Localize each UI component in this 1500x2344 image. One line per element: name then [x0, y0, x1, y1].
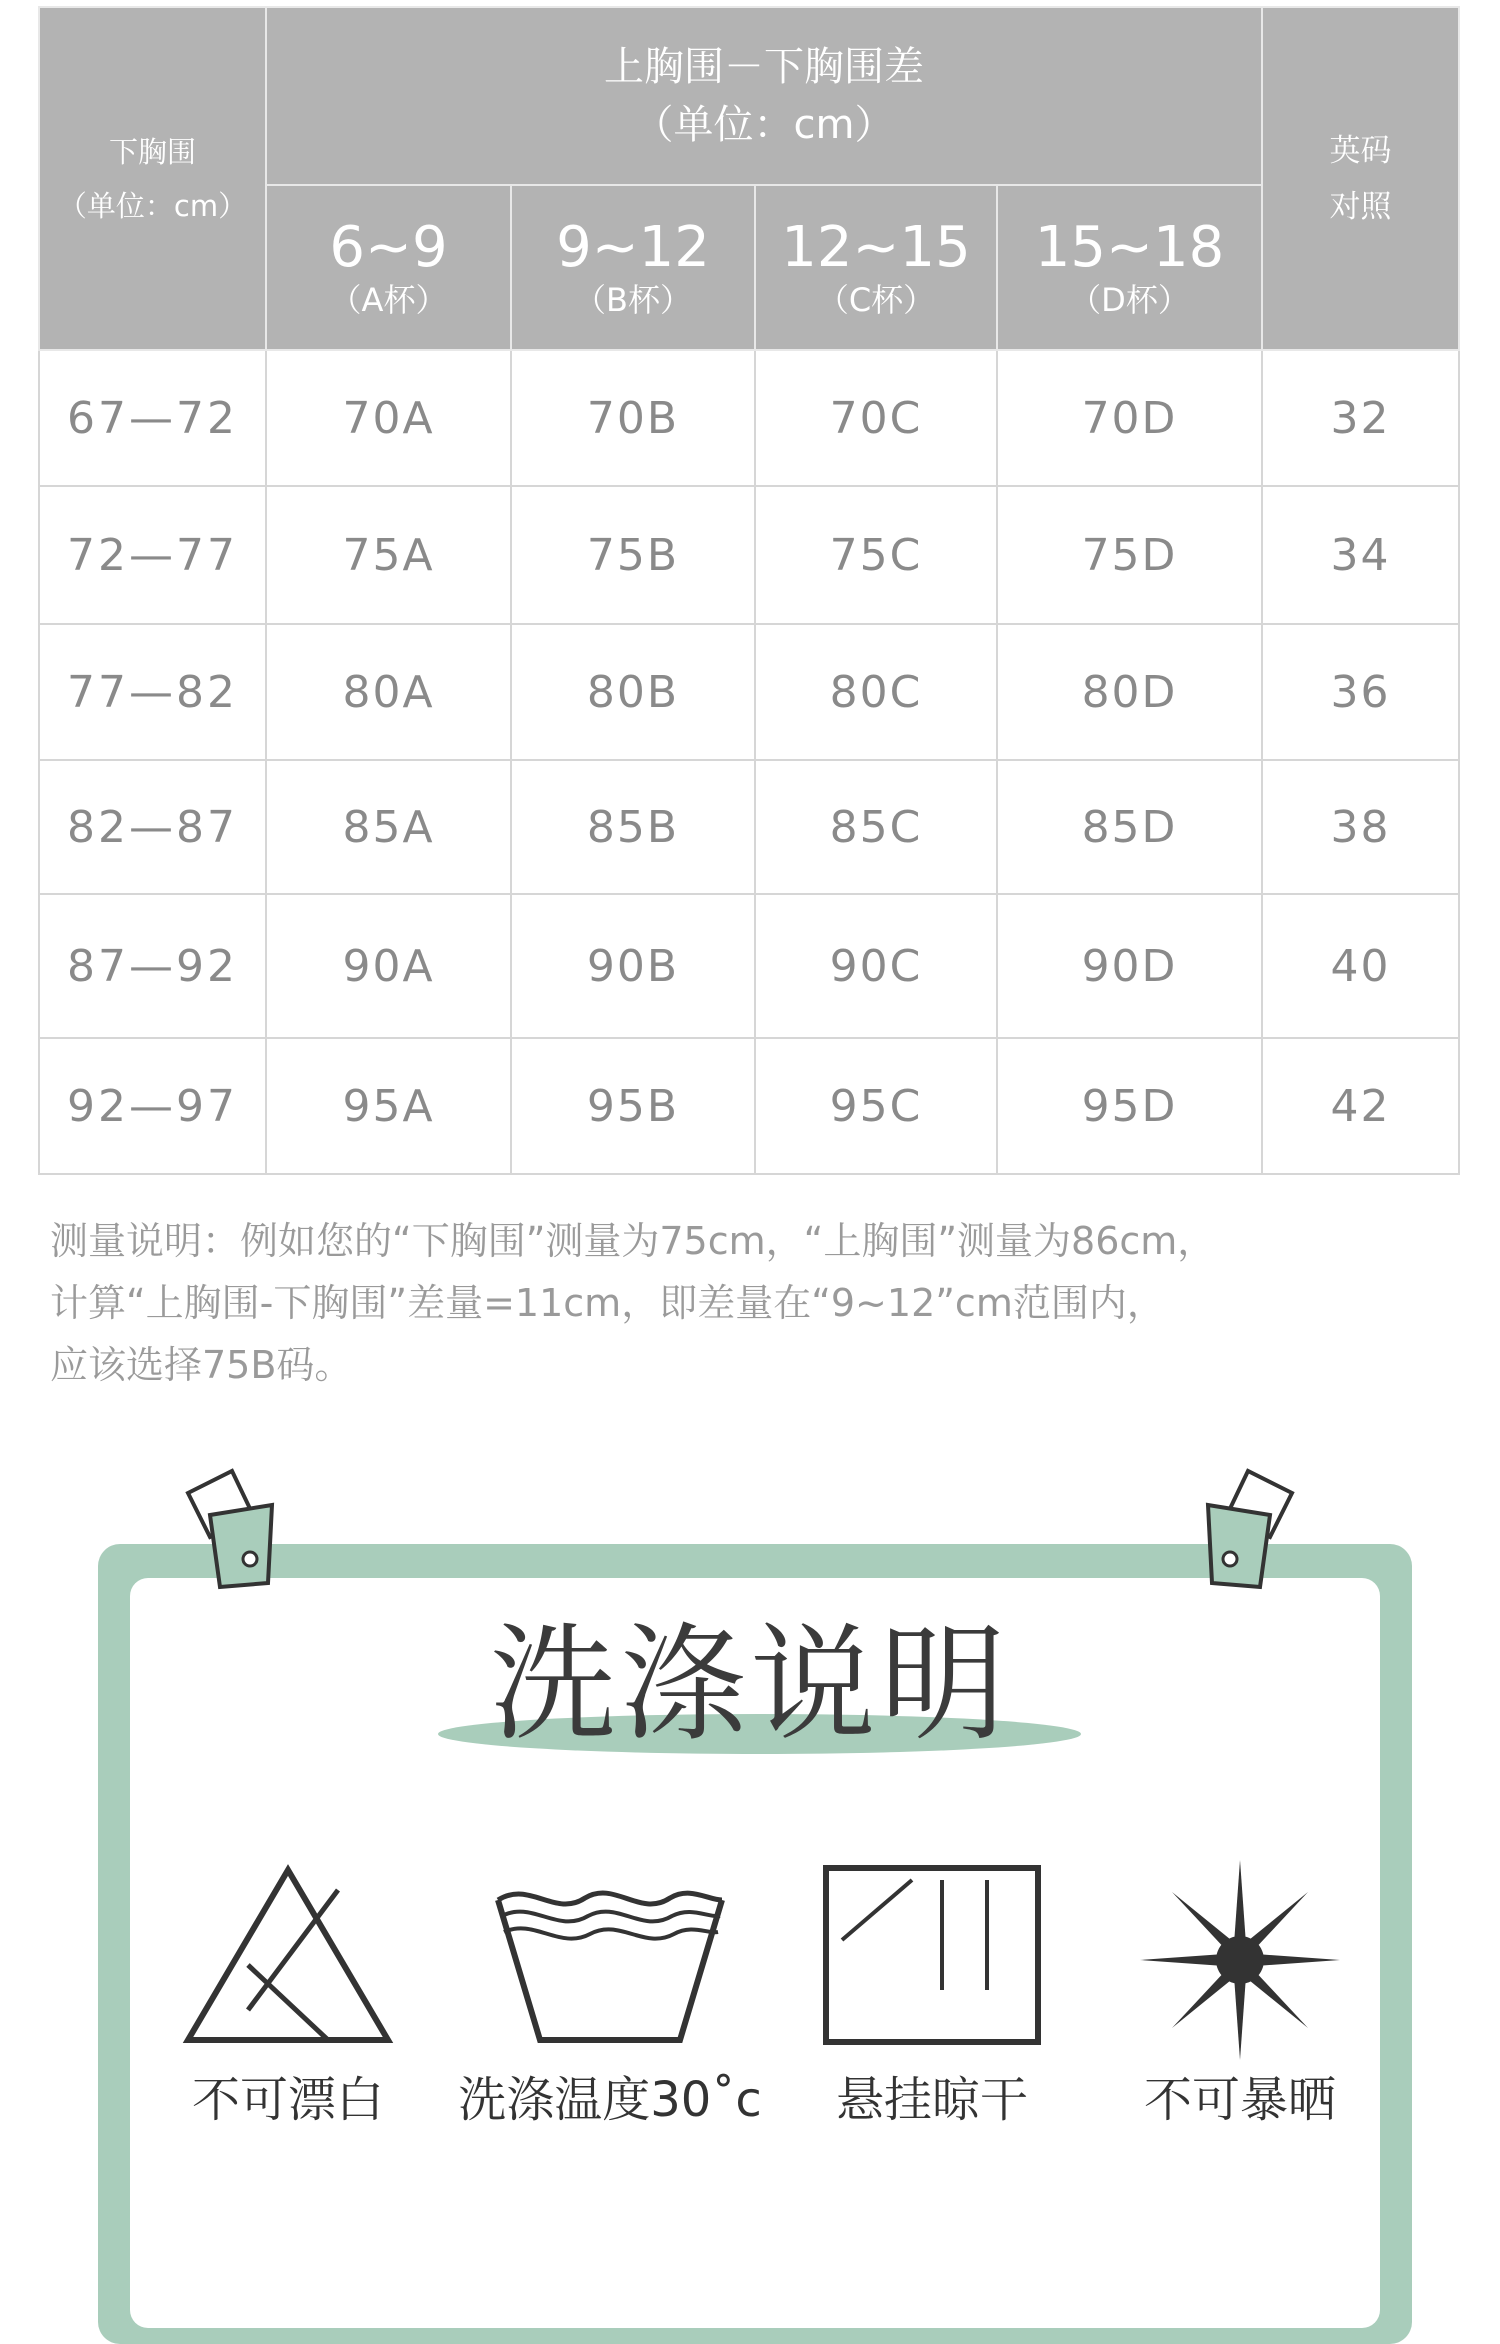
cup-a-header	[266, 185, 511, 350]
uk-size-cell: 40	[1262, 894, 1459, 1038]
table-row	[39, 760, 1459, 894]
wash-30-label: 洗涤温度30˚c	[458, 2072, 762, 2128]
measurement-note	[50, 1210, 1470, 1396]
underbust-cell: 67—72	[39, 350, 266, 486]
cup-a-label: （A杯）	[329, 280, 448, 319]
no-sun-icon	[1120, 1860, 1360, 2060]
measurement-note-line-1: 测量说明：例如您的“下胸围”测量为75cm，“上胸围”测量为86cm，	[50, 1219, 1216, 1263]
size-cell-d: 70D	[997, 350, 1262, 486]
size-cell-b: 95B	[511, 1038, 755, 1174]
underbust-header-line-2: （单位：cm）	[57, 188, 248, 223]
size-table	[38, 6, 1460, 1175]
size-cell-a: 95A	[266, 1038, 511, 1174]
underbust-header-line-1: 下胸围	[108, 134, 196, 169]
cup-d-range: 15~18	[1034, 214, 1225, 280]
table-row	[39, 624, 1459, 760]
size-cell-a: 75A	[266, 486, 511, 624]
size-cell-d: 85D	[997, 760, 1262, 894]
size-cell-c: 75C	[755, 486, 997, 624]
cup-c-header	[755, 185, 997, 350]
underbust-header	[39, 7, 266, 350]
cup-c-range: 12~15	[781, 214, 971, 280]
right-clip-icon	[1190, 1465, 1300, 1595]
cup-b-header	[511, 185, 755, 350]
no-sun-label: 不可暴晒	[1143, 2072, 1336, 2128]
size-cell-b: 85B	[511, 760, 755, 894]
table-row	[39, 486, 1459, 624]
uk-size-header-line-2: 对照	[1329, 188, 1392, 225]
uk-size-header	[1262, 7, 1459, 350]
care-item-wash-30	[450, 1860, 770, 2050]
measurement-note-line-3: 应该选择75B码。	[50, 1343, 353, 1387]
size-cell-c: 80C	[755, 624, 997, 760]
size-cell-a: 85A	[266, 760, 511, 894]
care-item-no-bleach	[128, 1860, 448, 2050]
cup-a-range: 6~9	[329, 214, 448, 280]
uk-size-cell: 38	[1262, 760, 1459, 894]
uk-size-cell: 32	[1262, 350, 1459, 486]
uk-size-header-line-1: 英码	[1329, 132, 1392, 169]
size-cell-a: 90A	[266, 894, 511, 1038]
underbust-cell: 82—87	[39, 760, 266, 894]
table-row	[39, 894, 1459, 1038]
cup-c-label: （C杯）	[816, 280, 936, 319]
size-cell-d: 90D	[997, 894, 1262, 1038]
care-item-no-sun	[1080, 1860, 1400, 2060]
uk-size-cell: 36	[1262, 624, 1459, 760]
care-item-hang-dry	[772, 1860, 1092, 2050]
size-cell-c: 95C	[755, 1038, 997, 1174]
uk-size-cell: 42	[1262, 1038, 1459, 1174]
no-bleach-label: 不可漂白	[191, 2072, 384, 2128]
size-cell-c: 85C	[755, 760, 997, 894]
size-cell-d: 95D	[997, 1038, 1262, 1174]
underbust-cell: 77—82	[39, 624, 266, 760]
difference-header-line-1: 上胸围－下胸围差	[604, 44, 924, 90]
no-bleach-icon	[178, 1860, 398, 2050]
underbust-cell: 92—97	[39, 1038, 266, 1174]
cup-d-header	[997, 185, 1262, 350]
table-row	[39, 1038, 1459, 1174]
size-cell-d: 75D	[997, 486, 1262, 624]
washing-title: 洗涤说明	[490, 1611, 1010, 1758]
hang-dry-icon	[812, 1860, 1052, 2050]
hang-dry-label: 悬挂晾干	[835, 2072, 1028, 2128]
difference-header	[266, 7, 1262, 185]
size-cell-d: 80D	[997, 624, 1262, 760]
size-cell-c: 70C	[755, 350, 997, 486]
size-cell-b: 80B	[511, 624, 755, 760]
table-row	[39, 350, 1459, 486]
cup-b-label: （B杯）	[574, 280, 692, 319]
cup-d-label: （D杯）	[1069, 280, 1190, 319]
size-cell-a: 80A	[266, 624, 511, 760]
cup-b-range: 9~12	[556, 214, 710, 280]
size-cell-b: 70B	[511, 350, 755, 486]
size-cell-c: 90C	[755, 894, 997, 1038]
size-cell-b: 75B	[511, 486, 755, 624]
difference-header-line-2: （单位：cm）	[633, 102, 895, 148]
underbust-cell: 72—77	[39, 486, 266, 624]
size-cell-a: 70A	[266, 350, 511, 486]
size-cell-b: 90B	[511, 894, 755, 1038]
underbust-cell: 87—92	[39, 894, 266, 1038]
uk-size-cell: 34	[1262, 486, 1459, 624]
wash-30-icon	[480, 1860, 740, 2050]
left-clip-icon	[180, 1465, 290, 1595]
measurement-note-line-2: 计算“上胸围-下胸围”差量=11cm，即差量在“9~12”cm范围内，	[50, 1281, 1165, 1325]
